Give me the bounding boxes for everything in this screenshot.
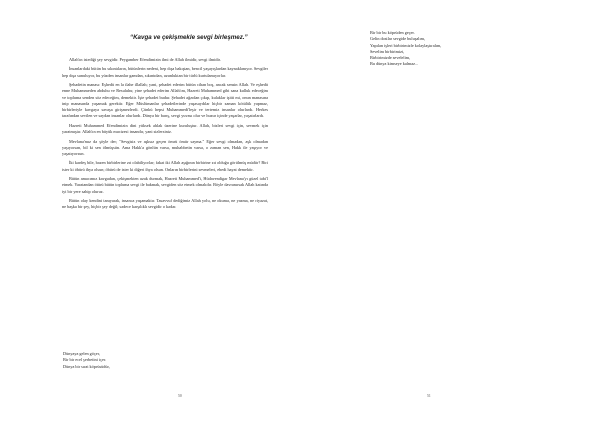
paragraph-2: İnsanlardaki bütün bu sıkıntıların, bütünlerin nedeni, hep dışa bakıştan, bencil yaşayışlardan kaynaklanıyor. Sevgiler hep dışa sunuluyor, bu yüzden insanlar gamdan, sıkıntıdan, uzunluktan bir türlü kurtulamıyorlar. xyxy=(62,66,268,78)
paragraph-5: Mevlana'mız da şöyle der; "Sevgisiz ve aşksız geçen ömrü ömür sayma." Eğer sevgi olmadan, aşk olmadan yaşıyorsan, bil ki sen ölmüşsün. Ama Hakk'a gönlün varsa, muhabbetin varsa, o zaman sen, Hakk ile yaşıyor ve yaşatıyorsun. xyxy=(62,138,268,156)
poem-line: Sevelim birbirimizi, xyxy=(370,48,405,54)
poem-line: Bir bir ecel şerbetini içer. xyxy=(63,357,107,363)
poem-line: Gelin dostlar sevgide buluşalım, xyxy=(370,36,426,42)
paragraph-6: İki kardeş bile, bazen birbirlerine zıt olabiliyorlar; fakat iki Allah aşığının birbirine zıt olduğu görülmüş müdür? Biri ister ki öbürü ihya olsun; öbürü de ister ki diğeri ihya olsun. Onların birbirlerini sevmeleri, ebedi hayat demektir. xyxy=(62,160,268,172)
right-page xyxy=(300,0,600,424)
paragraph-3: Şehadetin manası: Eşhedü en la ilahe illallah; yani, şehadet ederim bütün cihan boş, ancak sensin Allah. Ve eşhedü enne Muhammeden abduhu ve Resuluhu; yine şehadet ederim Allah'ım, Hazreti Muhammed gibi sana kulluk edeceğim ve topluma senden söz edeceğim, demektir. İşte şehadet budur. Şehadet ağzıdan çıkıp, kulaklar işitti mi, onun manasına inip manasında yaşamak gerektir. Eğer Müslümanlar şehadetlerinde yaşasaydılar hiçbir zaman kötülük yapmaz, birbirleriyle kavgaya savaşa girişmezlerdi. Çünkü hepsi Muhammedi'leşir ve tertemiz insanlar olurlardı. Herkes tarafından sevilen ve saydan insanlar olurlardı. Dünya bir barış, sevgi yuvası olur ve huzur içinde yaşarlar, yaşatırlardı. xyxy=(62,82,268,119)
paragraph-4: Hazreti Muhammed Efendimizin dini yüksek ahlak üzerine kuruluştur. Allah, bizleri sevgi için, sevmek için yaratmıştır. Allah'ın en büyük mucizesi insandır, yani sizlersiniz. xyxy=(62,122,268,135)
poem-right xyxy=(370,30,441,68)
page-number-right: 51 xyxy=(427,394,431,398)
paragraph-1: Allah'ın istediği şey sevgidir. Peygamber Efendimizin ilmi de Allah ilmidir, sevgi ilmidir. xyxy=(69,57,221,62)
body-text xyxy=(62,57,268,214)
poem-line: Bir bir bu köprüden geçer. xyxy=(370,30,415,35)
poem-line: Yapılan işleri birbirimizle kolaylaştıralım, xyxy=(370,42,442,48)
poem-line: Dünyaya gelen göçer, xyxy=(63,351,101,356)
page-number-left: 50 xyxy=(178,394,182,398)
poem-left xyxy=(63,351,110,370)
poem-line: Dünya bir sırat köprüsüdür, xyxy=(63,363,110,369)
paragraph-7: Bütün amacımız kavgadan, çekişmekten uzak durmak, Hazreti Muhammed'i, Hüdavendigar Mevlana'yı güzel tabi'l etmek. Yaratandan ötürü bütün topluma sevgi ile bakmak, sevgiden söz etmek olmalıdır. Böyle davranırsak Allah katında iyi bir yere sahip oluruz. xyxy=(62,176,268,194)
article-title: “Kavga ve çekişmekle sevgi birleşmez.” xyxy=(130,34,248,41)
poem-line: Bu dünya kimseye kalmaz... xyxy=(370,61,419,67)
paragraph-8: Bütün olay kendini tanıyarak, insanca yaşamaktır. Tasavvuf dediğimiz Allah yolu, ne okuma, ne yazma, ne riyazat, ne başka bir şey, hiçbir şey değil; sadece karşılıklı sevgidir o kadar. xyxy=(62,198,268,210)
poem-line: Birbirimizde sevelelim, xyxy=(370,55,411,60)
